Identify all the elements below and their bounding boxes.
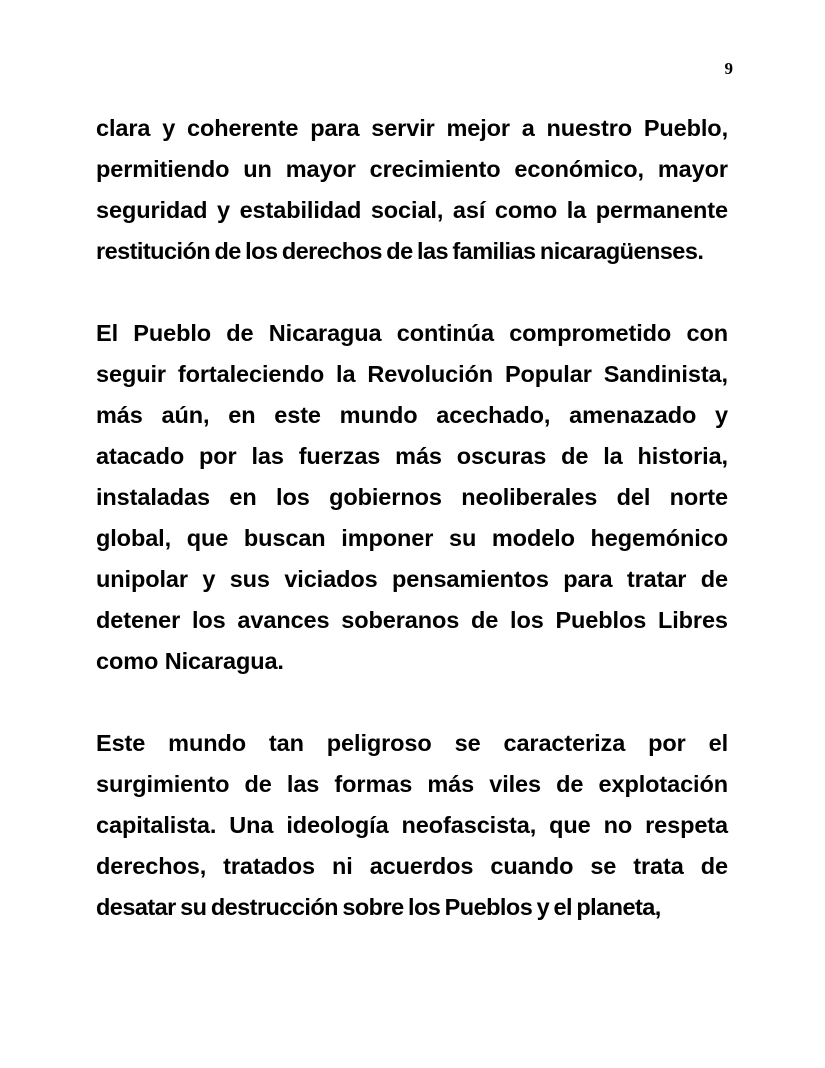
- text-line: como Nicaragua.: [96, 648, 284, 674]
- text-line: [96, 149, 728, 190]
- text-word: estabilidad: [239, 197, 362, 223]
- text-word: mejor: [446, 115, 510, 141]
- text-word: caracteriza: [503, 730, 626, 756]
- text-word: aún,: [161, 402, 210, 428]
- text-word: los: [276, 484, 310, 510]
- text-word: Pueblo,: [643, 115, 728, 141]
- text-word: de: [561, 443, 589, 469]
- paragraph-3: [96, 723, 728, 928]
- text-word: Pueblos: [555, 607, 647, 633]
- text-word: amenazado: [569, 402, 697, 428]
- text-word: las: [251, 443, 284, 469]
- text-word: clara: [96, 115, 151, 141]
- text-word: se: [590, 853, 617, 879]
- text-word: atacado: [96, 443, 185, 469]
- text-line: [96, 354, 728, 395]
- text-word: neofascista,: [401, 812, 537, 838]
- text-word: y: [217, 197, 230, 223]
- text-word: de: [226, 320, 254, 346]
- text-word: por: [199, 443, 237, 469]
- text-word: social,: [370, 197, 444, 223]
- text-word: la: [603, 443, 623, 469]
- text-word: instaladas: [96, 484, 210, 510]
- text-word: para: [563, 566, 613, 592]
- text-word: soberanos: [341, 607, 460, 633]
- text-word: acechado,: [436, 402, 551, 428]
- text-word: neoliberales: [461, 484, 598, 510]
- text-line: [96, 764, 728, 805]
- text-word: de: [244, 771, 272, 797]
- text-word: explotación: [598, 771, 728, 797]
- text-word: gobiernos: [329, 484, 442, 510]
- text-word: Libres: [657, 607, 728, 633]
- text-word: Pueblo: [133, 320, 212, 346]
- text-word: la: [566, 197, 587, 223]
- text-line: [96, 436, 728, 477]
- text-word: en: [228, 402, 256, 428]
- text-line: [96, 313, 728, 354]
- text-word: nuestro: [546, 115, 633, 141]
- text-word: formas: [334, 771, 413, 797]
- text-word: viles: [489, 771, 541, 797]
- text-word: y: [714, 402, 728, 428]
- text-word: por: [648, 730, 686, 756]
- text-word: permitiendo: [96, 156, 230, 182]
- text-word: de: [700, 853, 728, 879]
- text-word: económico,: [514, 156, 644, 182]
- text-word: más: [395, 443, 442, 469]
- text-word: de: [556, 771, 584, 797]
- text-word: que: [186, 525, 229, 551]
- text-word: oscuras: [456, 443, 547, 469]
- text-word: historia,: [637, 443, 728, 469]
- document-body: [96, 108, 728, 928]
- text-word: unipolar: [96, 566, 188, 592]
- text-word: permanente: [595, 197, 728, 223]
- text-word: acuerdos: [369, 853, 474, 879]
- text-word: Popular: [504, 361, 592, 387]
- text-word: un: [243, 156, 272, 182]
- text-line: desatar su destrucción sobre los Pueblos y el planeta,: [96, 894, 661, 920]
- text-line: [96, 395, 728, 436]
- text-word: y: [162, 115, 176, 141]
- text-word: crecimiento: [369, 156, 501, 182]
- text-word: las: [286, 771, 320, 797]
- text-word: seguridad: [96, 197, 208, 223]
- text-word: hegemónico: [590, 525, 728, 551]
- text-word: la: [336, 361, 356, 387]
- text-word: de: [471, 607, 499, 633]
- text-line: [96, 723, 728, 764]
- text-word: su: [448, 525, 477, 551]
- text-word: a: [521, 115, 535, 141]
- text-word: los: [510, 607, 544, 633]
- text-word: Este: [96, 730, 146, 756]
- text-word: seguir: [96, 361, 166, 387]
- text-line: [96, 559, 728, 600]
- text-word: derechos,: [96, 853, 207, 879]
- text-word: sus: [229, 566, 270, 592]
- text-word: y: [202, 566, 216, 592]
- text-word: ni: [332, 853, 353, 879]
- text-word: no: [603, 812, 633, 838]
- text-word: coherente: [186, 115, 299, 141]
- text-line: [96, 846, 728, 887]
- text-word: del: [616, 484, 651, 510]
- text-word: tratar: [626, 566, 687, 592]
- text-word: para: [310, 115, 360, 141]
- text-word: fuerzas: [298, 443, 381, 469]
- paragraph-1: [96, 108, 728, 272]
- text-word: como: [494, 197, 558, 223]
- text-word: detener: [96, 607, 181, 633]
- text-word: pensamientos: [391, 566, 549, 592]
- text-line: [96, 108, 728, 149]
- text-word: avances: [237, 607, 330, 633]
- text-word: servir: [371, 115, 435, 141]
- text-line: [96, 600, 728, 641]
- text-word: fortaleciendo: [177, 361, 325, 387]
- paragraph-2: [96, 313, 728, 682]
- text-word: Sandinista,: [603, 361, 728, 387]
- text-word: respeta: [645, 812, 728, 838]
- text-word: viciados: [284, 566, 378, 592]
- text-word: surgimiento: [96, 771, 230, 797]
- text-word: ideología: [286, 812, 389, 838]
- text-word: mundo: [339, 402, 418, 428]
- text-word: tan: [268, 730, 304, 756]
- text-word: así: [452, 197, 486, 223]
- text-word: Nicaragua: [268, 320, 382, 346]
- text-word: continúa: [396, 320, 494, 346]
- text-word: más: [96, 402, 143, 428]
- text-line: [96, 190, 728, 231]
- text-line: restitución de los derechos de las familias nicaragüenses.: [96, 238, 704, 264]
- text-word: trata: [633, 853, 684, 879]
- text-word: capitalista.: [96, 812, 217, 838]
- text-word: imponer: [341, 525, 434, 551]
- text-word: cuando: [490, 853, 574, 879]
- text-word: este: [274, 402, 321, 428]
- text-word: peligroso: [326, 730, 432, 756]
- text-word: de: [700, 566, 728, 592]
- text-word: se: [454, 730, 481, 756]
- text-word: buscan: [243, 525, 326, 551]
- text-line: [96, 477, 728, 518]
- text-line: [96, 805, 728, 846]
- text-word: el: [708, 730, 728, 756]
- text-word: comprometido: [509, 320, 672, 346]
- text-word: global,: [96, 525, 172, 551]
- text-word: Revolución: [367, 361, 494, 387]
- text-word: los: [191, 607, 226, 633]
- text-word: mayor: [285, 156, 356, 182]
- page-number: 9: [724, 59, 733, 78]
- text-word: más: [427, 771, 475, 797]
- text-word: El: [96, 320, 119, 346]
- text-word: mundo: [168, 730, 246, 756]
- text-word: modelo: [491, 525, 575, 551]
- text-word: norte: [669, 484, 728, 510]
- text-word: en: [229, 484, 257, 510]
- text-word: que: [549, 812, 591, 838]
- text-word: tratados: [223, 853, 316, 879]
- text-word: Una: [229, 812, 274, 838]
- text-word: con: [686, 320, 728, 346]
- text-word: mayor: [657, 156, 728, 182]
- text-line: [96, 518, 728, 559]
